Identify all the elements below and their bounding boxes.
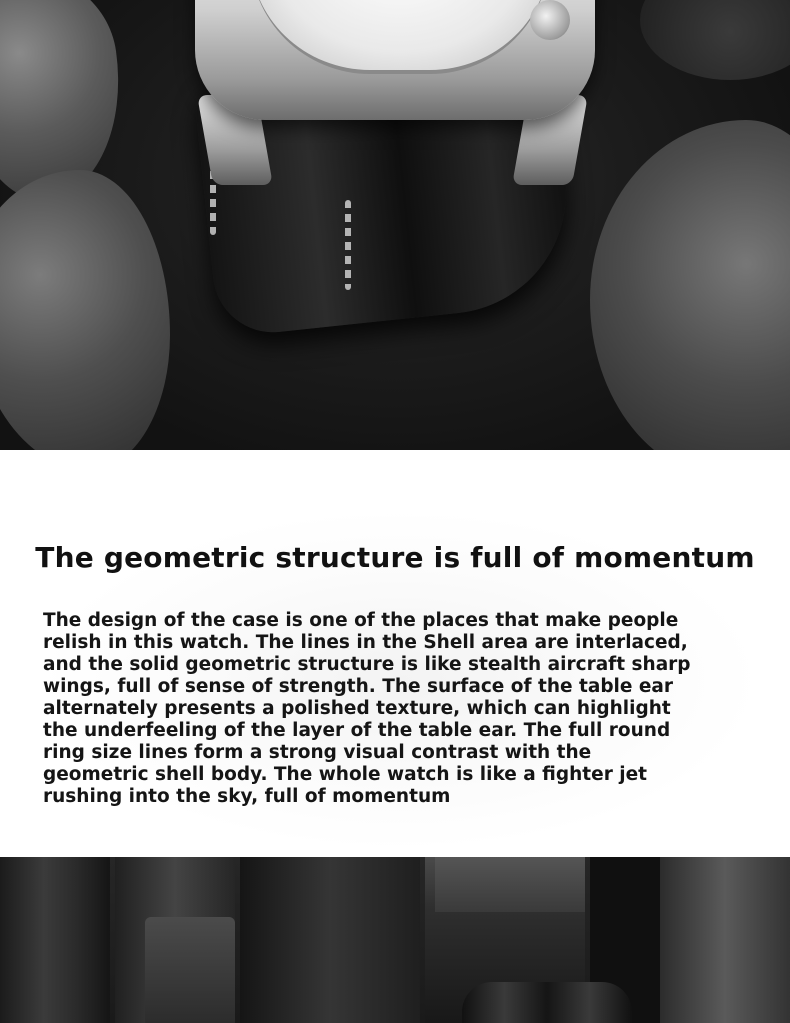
bottom-watch-photo	[0, 857, 790, 1023]
section-title: The geometric structure is full of momentum	[35, 541, 755, 574]
dark-block-1	[0, 857, 110, 1023]
rock-right	[590, 120, 790, 450]
section-body-text: The design of the case is one of the places that make people relish in this watch. The lines in the Shell area are interlaced, and the solid geometric structure is like stealth aircraft sharp wings, full of sense of strength. The surface of the table ear alternately presents a polished texture, which can highlight the underfeeling of the layer of the table ear. The full round ring size lines form a strong visual contrast with the geometric shell body. The whole watch is like a fighter jet rushing into the sky, full of momentum	[43, 610, 691, 807]
stone-block	[145, 917, 235, 1023]
rock-right-top	[640, 0, 790, 80]
watch-strap-peek	[462, 982, 632, 1023]
dark-block-3	[240, 857, 420, 1023]
dark-block-6	[660, 857, 790, 1023]
rock-left-bottom	[0, 170, 170, 450]
description-section	[0, 450, 790, 857]
watch-crown	[530, 0, 570, 40]
hero-watch-photo	[0, 0, 790, 450]
stone-ledge	[435, 857, 585, 912]
strap-stitching-right	[345, 200, 351, 290]
